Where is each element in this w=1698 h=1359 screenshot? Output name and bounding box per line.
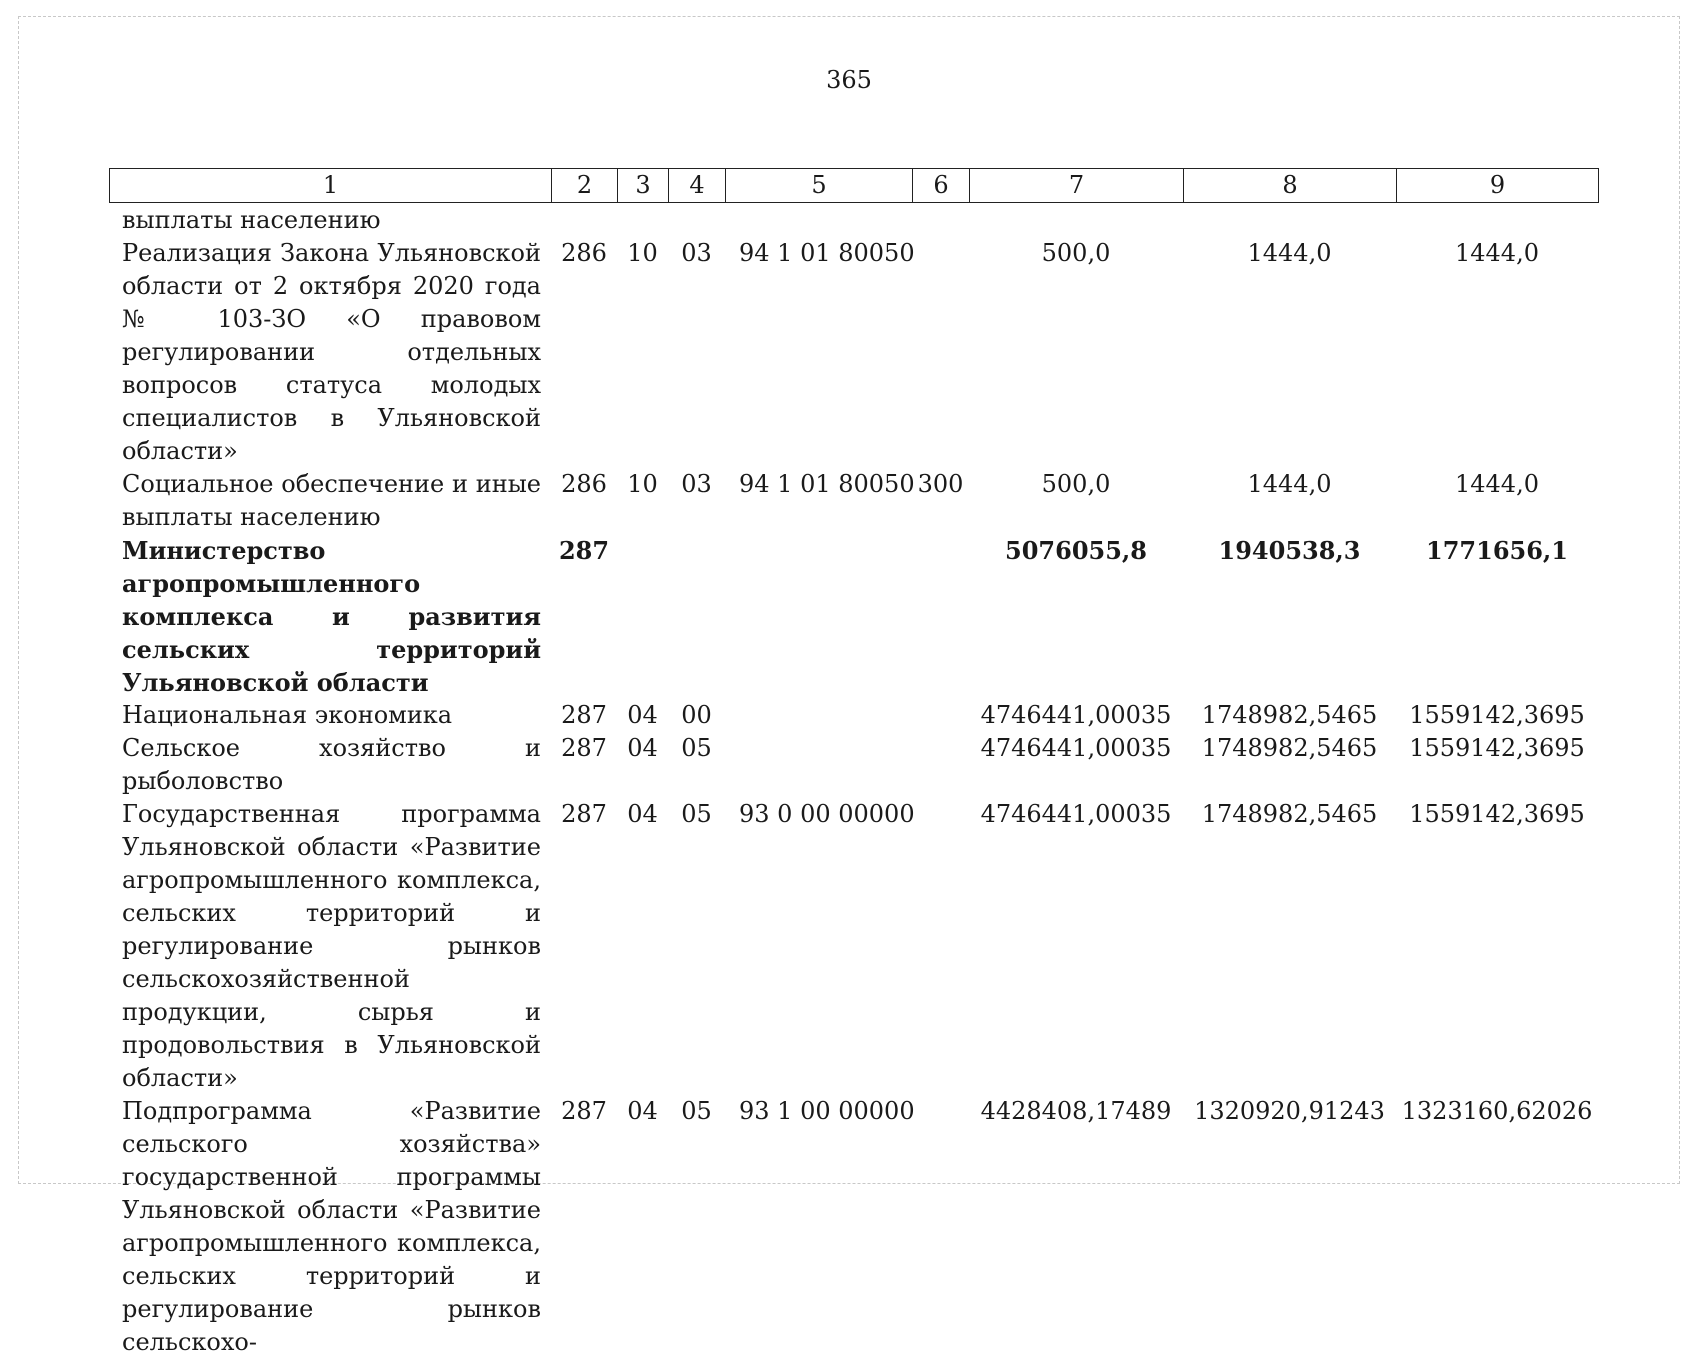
row-target-article [725, 732, 912, 798]
row-amount-col7 [969, 204, 1183, 237]
table-row [109, 798, 1598, 1095]
row-amount-col7: 4746441,00035 [980, 701, 1172, 729]
row-amount-col7: 4428408,17489 [980, 1097, 1172, 1125]
row-subsection: 00 [681, 701, 712, 729]
header-col-5: 5 [726, 169, 913, 203]
header-col-7: 7 [970, 169, 1184, 203]
row-amount-col9: 1559142,3695 [1409, 734, 1585, 762]
table-row [109, 204, 1598, 237]
row-amount-col8: 1748982,5465 [1201, 701, 1378, 729]
row-ministry-code: 287 [561, 800, 607, 828]
table-row [109, 468, 1598, 534]
row-subsection: 05 [681, 734, 712, 762]
header-col-9: 9 [1397, 169, 1599, 203]
row-amount-col9: 1559142,3695 [1409, 800, 1585, 828]
table-row [109, 1095, 1598, 1359]
row-subsection: 03 [681, 470, 712, 498]
row-section: 04 [627, 734, 658, 762]
row-target-article [725, 204, 912, 237]
row-amount-col7: 500,0 [1041, 470, 1111, 498]
header-col-6: 6 [913, 169, 970, 203]
row-section: 04 [627, 701, 658, 729]
page-number: 365 [826, 66, 872, 94]
row-section: 04 [627, 800, 658, 828]
table-row [109, 534, 1598, 699]
row-target-article: 94 1 01 80050 [739, 239, 915, 267]
row-subsection [668, 204, 725, 237]
row-description: Министерство агропромышленного комплекса и развития сельских территорий Ульяновской области [122, 536, 541, 697]
row-expense-type [912, 534, 969, 699]
row-ministry-code: 287 [558, 536, 610, 565]
row-amount-col8 [1183, 204, 1396, 237]
table-header [109, 168, 1599, 203]
row-subsection: 05 [681, 800, 712, 828]
row-description: Сельское хозяйство и рыболовство [122, 734, 541, 795]
row-target-article: 93 1 00 00000 [739, 1097, 915, 1125]
row-expense-type [912, 1095, 969, 1359]
row-section: 04 [627, 1097, 658, 1125]
row-description: Реализация Закона Ульяновской области от 2 октября 2020 года № 103-ЗО «О правовом регулировании отдельных вопросов статуса молодых специалистов в Ульяновской области» [122, 239, 541, 465]
row-target-article [725, 534, 912, 699]
row-amount-col7: 4746441,00035 [980, 800, 1172, 828]
row-ministry-code [551, 204, 617, 237]
row-section [617, 534, 668, 699]
row-target-article: 93 0 00 00000 [739, 800, 915, 828]
row-amount-col9 [1396, 204, 1598, 237]
row-description: выплаты населению [122, 206, 381, 234]
row-amount-col8: 1748982,5465 [1201, 800, 1378, 828]
header-col-8: 8 [1184, 169, 1397, 203]
row-ministry-code: 287 [561, 734, 607, 762]
row-amount-col7: 4746441,00035 [980, 734, 1172, 762]
row-subsection: 03 [681, 239, 712, 267]
budget-table [109, 204, 1598, 1359]
row-amount-col7: 5076055,8 [1005, 536, 1147, 565]
row-description: Подпрограмма «Развитие сельского хозяйства» государственной программы Ульяновской области «Развитие агропромышленного комплекса, сельских территорий и регулирование рынков сельскохо- [122, 1097, 541, 1356]
row-target-article: 94 1 01 80050 [739, 470, 915, 498]
row-ministry-code: 287 [561, 701, 607, 729]
row-section [617, 204, 668, 237]
row-subsection [668, 534, 725, 699]
table-row [109, 699, 1598, 732]
row-amount-col8: 1748982,5465 [1201, 734, 1378, 762]
row-expense-type [912, 237, 969, 468]
row-amount-col8: 1940538,3 [1218, 536, 1361, 565]
table-row [109, 237, 1598, 468]
header-col-3: 3 [618, 169, 669, 203]
header-col-4: 4 [669, 169, 726, 203]
table-row [109, 732, 1598, 798]
row-subsection: 05 [681, 1097, 712, 1125]
row-amount-col9: 1444,0 [1455, 239, 1539, 267]
row-expense-type [912, 204, 969, 237]
row-amount-col9: 1444,0 [1455, 470, 1539, 498]
row-target-article [725, 699, 912, 732]
header-col-2: 2 [552, 169, 618, 203]
row-ministry-code: 286 [561, 239, 607, 267]
row-section: 10 [627, 470, 658, 498]
row-section: 10 [627, 239, 658, 267]
row-description: Государственная программа Ульяновской области «Развитие агропромышленного комплекса, сельских территорий и регулирование рынков сельскохозяйственной продукции, сырья и продовольствия в Ульяновской области» [122, 800, 541, 1092]
row-expense-type [912, 699, 969, 732]
row-expense-type [912, 732, 969, 798]
row-description: Социальное обеспечение и иные выплаты населению [122, 470, 541, 531]
row-amount-col7: 500,0 [1041, 239, 1111, 267]
row-amount-col8: 1444,0 [1247, 470, 1332, 498]
row-description: Национальная экономика [122, 701, 453, 729]
row-amount-col9: 1771656,1 [1426, 536, 1568, 565]
row-amount-col8: 1320920,91243 [1194, 1097, 1385, 1125]
row-amount-col9: 1559142,3695 [1409, 701, 1585, 729]
row-amount-col8: 1444,0 [1247, 239, 1332, 267]
row-ministry-code: 287 [561, 1097, 607, 1125]
row-expense-type: 300 [917, 470, 964, 498]
header-col-1: 1 [110, 169, 552, 203]
row-expense-type [912, 798, 969, 1095]
row-amount-col9: 1323160,62026 [1401, 1097, 1593, 1125]
row-ministry-code: 286 [561, 470, 607, 498]
